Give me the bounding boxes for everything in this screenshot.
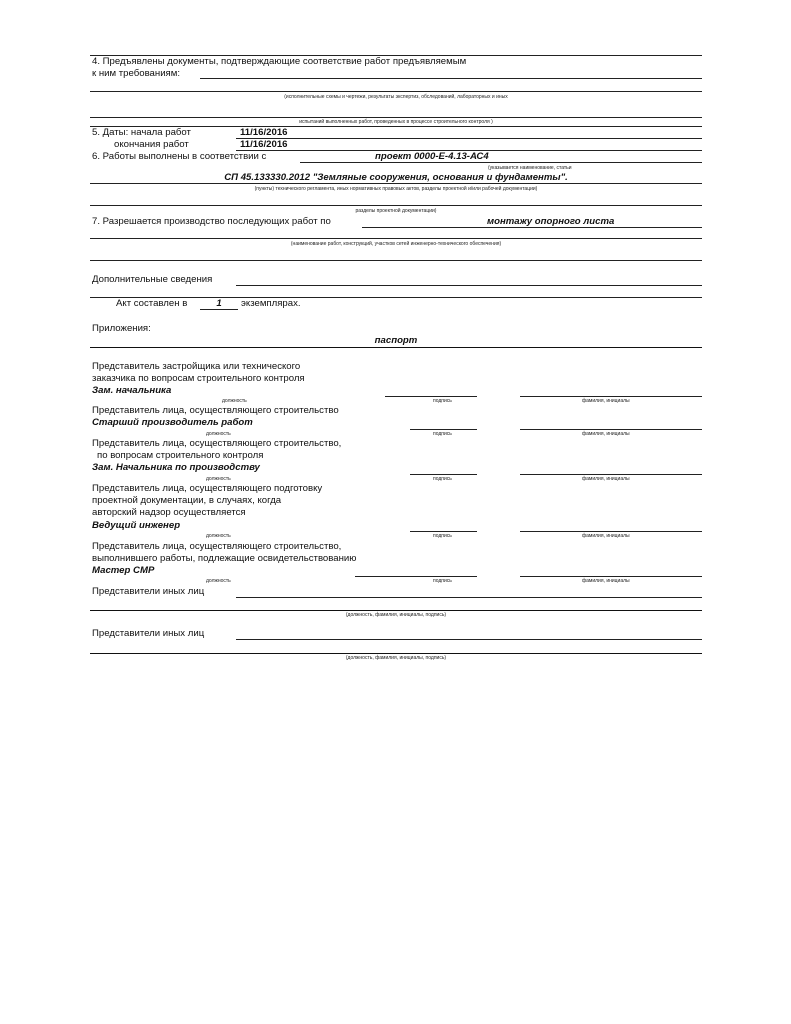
section6-rule2	[90, 205, 702, 206]
sig1-caption-name: фамилия, инициалы	[582, 398, 630, 404]
section4-caption2: испытаний выполненных работ, проведенных в процессе строительного контроля )	[299, 119, 493, 125]
section6-label: 6. Работы выполнены в соответствии с	[92, 151, 267, 162]
sig5-name-line	[520, 576, 702, 577]
section6-caption2: (пункты) технического регламента, иных нормативных правовых актов, разделы проектной и/или рабочей документации)	[254, 186, 538, 192]
sig2-caption-signature: подпись	[433, 431, 452, 437]
section6-caption1: (указывается наименование, статьи	[488, 165, 572, 171]
attachments-label: Приложения:	[92, 323, 151, 334]
sig3-line1: Представитель лица, осуществляющего строительство,	[92, 438, 342, 449]
copies-prefix: Акт составлен в	[116, 298, 188, 309]
sig5-signature-line	[355, 576, 477, 577]
others2-rule	[90, 653, 702, 654]
section7-caption: (наименование работ, конструкций, участков сетей инженерно-технического обеспечения)	[290, 241, 502, 247]
section7-label: 7. Разрешается производство последующих работ по	[92, 216, 331, 227]
start-date-value: 11/16/2016	[240, 127, 288, 138]
sig3-signature-line	[410, 474, 477, 475]
sig5-caption-signature: подпись	[433, 578, 452, 584]
section4-field-line	[200, 78, 702, 79]
sig3-caption-position: должность	[206, 476, 231, 482]
sig1-caption-signature: подпись	[433, 398, 452, 404]
sig4-caption-signature: подпись	[433, 533, 452, 539]
sig4-caption-position: должность	[206, 533, 231, 539]
sig5-position: Мастер СМР	[92, 565, 155, 576]
sig2-name-line	[520, 429, 702, 430]
copies-count-line	[200, 309, 238, 310]
section4-rule	[90, 91, 702, 92]
attachments-value: паспорт	[374, 335, 418, 346]
others1-label: Представители иных лиц	[92, 586, 205, 597]
additional-field-line	[236, 285, 702, 286]
sig3-position: Зам. Начальника по производству	[92, 462, 260, 473]
others1-caption: (должность, фамилия, инициалы, подпись)	[345, 612, 447, 618]
sig2-caption-name: фамилия, инициалы	[582, 431, 630, 437]
start-date-label: 5. Даты: начала работ	[92, 127, 191, 138]
sig1-line2: заказчика по вопросам строительного контроля	[92, 373, 305, 384]
sig4-line1: Представитель лица, осуществляющего подготовку	[92, 483, 323, 494]
others1-field-line	[236, 597, 702, 598]
section4-rule2	[90, 117, 702, 118]
sig5-line2: выполнившего работы, подлежащие освидетельствованию	[92, 553, 357, 564]
additional-label: Дополнительные сведения	[92, 274, 213, 285]
section6-field-line	[300, 162, 702, 163]
others1-rule	[90, 610, 702, 611]
end-date-label: окончания работ	[114, 139, 189, 150]
section7-rule	[90, 238, 702, 239]
sig3-name-line	[520, 474, 702, 475]
sig3-line2: по вопросам строительного контроля	[97, 450, 264, 461]
sig2-line1: Представитель лица, осуществляющего строительство	[92, 405, 339, 416]
sig4-name-line	[520, 531, 702, 532]
sig1-name-line	[520, 396, 702, 397]
sig5-caption-name: фамилия, инициалы	[582, 578, 630, 584]
section7-rule2	[90, 260, 702, 261]
sig4-line2: проектной документации, в случаях, когда	[92, 495, 282, 506]
copies-count: 1	[216, 298, 222, 309]
others2-label: Представители иных лиц	[92, 628, 205, 639]
sig4-signature-line	[410, 531, 477, 532]
section6-standard: СП 45.133330.2012 "Земляные сооружения, основания и фундаменты".	[224, 172, 568, 183]
sig2-caption-position: должность	[206, 431, 231, 437]
section6-value: проект 0000-Е-4.13-АС4	[375, 151, 489, 162]
others2-field-line	[236, 639, 702, 640]
sig3-caption-signature: подпись	[433, 476, 452, 482]
copies-suffix: экземплярах.	[241, 298, 301, 309]
sig4-line3: авторский надзор осуществляется	[92, 507, 246, 518]
sig5-caption-position: должность	[206, 578, 231, 584]
end-date-value: 11/16/2016	[240, 139, 288, 150]
sig4-position: Ведущий инженер	[92, 520, 181, 531]
sig1-caption-position: должность	[222, 398, 247, 404]
sig1-line1: Представитель застройщика или технического	[92, 361, 301, 372]
start-date-line	[236, 138, 702, 139]
section4-caption1: (исполнительные схемы и чертежи, результаты экспертиз, обследований, лабораторных и иных	[284, 94, 508, 100]
section4-line1: 4. Предъявлены документы, подтверждающие соответствие работ предъявляемым	[92, 56, 467, 67]
sig2-position: Старший производитель работ	[92, 417, 253, 428]
others2-caption: (должность, фамилия, инициалы, подпись)	[345, 655, 447, 661]
section6-caption3: разделы проектной документации)	[355, 208, 437, 214]
section7-value: монтажу опорного листа	[487, 216, 615, 227]
sig5-line1: Представитель лица, осуществляющего строительство,	[92, 541, 342, 552]
sig4-caption-name: фамилия, инициалы	[582, 533, 630, 539]
section6-rule	[90, 183, 702, 184]
sig3-caption-name: фамилия, инициалы	[582, 476, 630, 482]
section7-field-line	[362, 227, 702, 228]
sig1-signature-line	[385, 396, 477, 397]
attachments-rule	[90, 347, 702, 348]
section4-line2: к ним требованиям:	[92, 68, 181, 79]
sig2-signature-line	[410, 429, 477, 430]
sig1-position: Зам. начальника	[92, 385, 172, 396]
